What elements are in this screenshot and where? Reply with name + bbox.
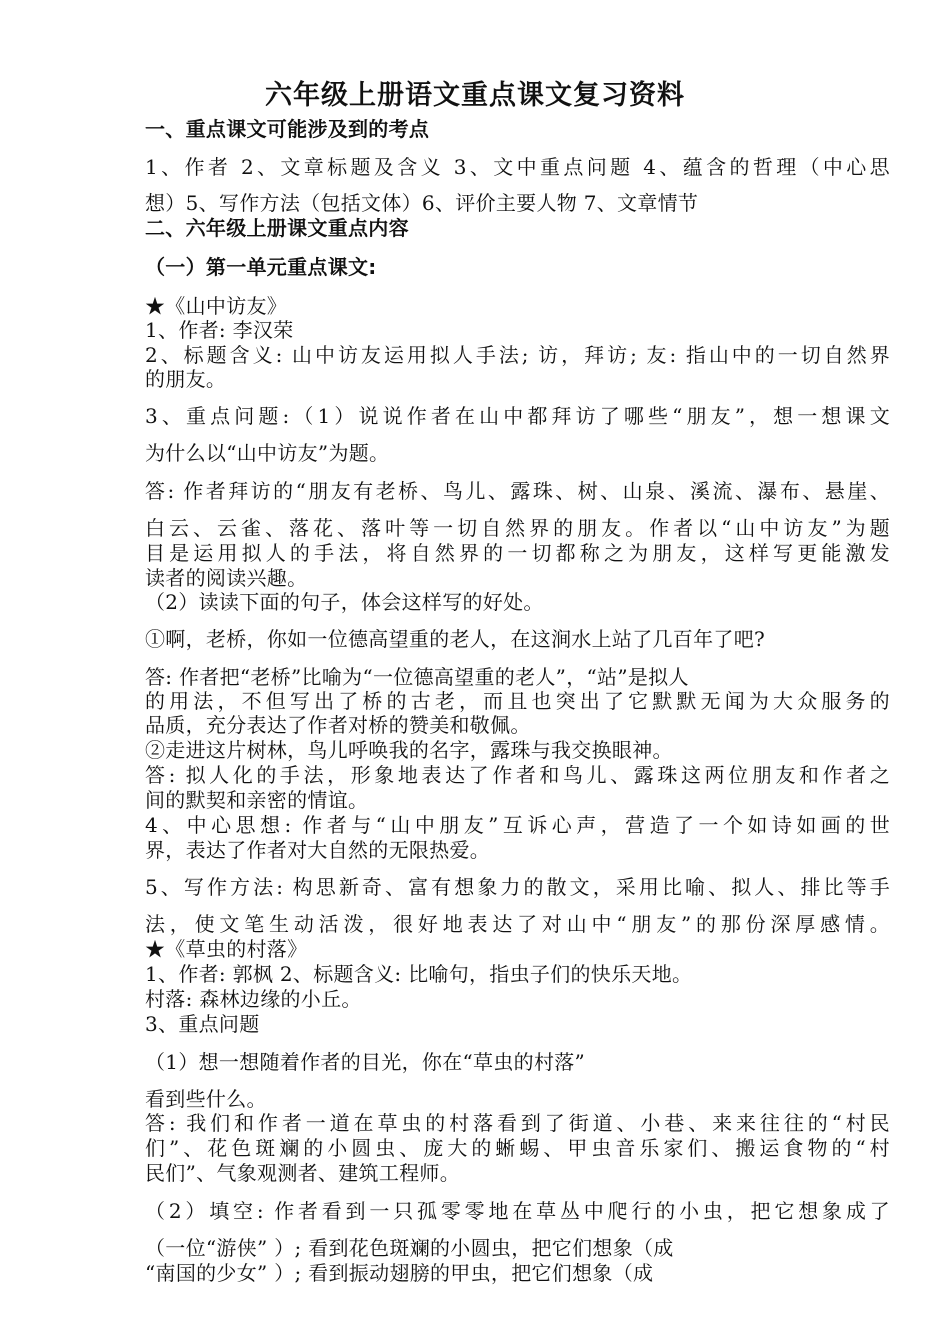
text-line: （2）填空: 作者看到一只孤零零地在草丛中爬行的小虫，把它想象成了	[145, 1199, 890, 1223]
text-line: 读者的阅读兴趣。	[145, 566, 308, 590]
text-line: 3、重点问题:（1）说说作者在山中都拜访了哪些“朋友”，想一想课文	[145, 404, 890, 428]
text-line: 品质，充分表达了作者对桥的赞美和敬佩。	[145, 713, 531, 737]
text-line: 答: 拟人化的手法，形象地表达了作者和鸟儿、露珠这两位朋友和作者之	[145, 763, 890, 787]
fill-blank-line: “南国的少女” ）; 看到振动翅膀的甲虫，把它们想象（成	[145, 1261, 654, 1285]
text-line: 的用法，不但写出了桥的古老，而且也突出了它默默无闻为大众服务的	[145, 689, 890, 713]
text-line: 答: 作者拜访的“朋友有老桥、鸟儿、露珠、树、山泉、溪流、瀑布、悬崖、	[145, 479, 890, 503]
text-line: 1、作者: 李汉荣	[145, 318, 294, 342]
text-line: 2、标题含义: 山中访友运用拟人手法; 访，拜访; 友: 指山中的一切自然界	[145, 343, 890, 367]
text-line: 们”、花色斑斓的小圆虫、庞大的蜥蜴、甲虫音乐家们、搬运食物的“村	[145, 1136, 890, 1160]
text-line: 1、作者: 郭枫 2、标题含义: 比喻句，指虫子们的快乐天地。	[145, 962, 693, 986]
text-line: ①啊，老桥，你如一位德高望重的老人，在这涧水上站了几百年了吧?	[145, 627, 766, 651]
text-line: 3、重点问题	[145, 1012, 260, 1036]
section-heading-2: 二、六年级上册课文重点内容	[145, 216, 409, 240]
text-line: 白云、云雀、落花、落叶等一切自然界的朋友。作者以“山中访友”为题	[145, 516, 890, 540]
text-line: 界，表达了作者对大自然的无限热爱。	[145, 838, 491, 862]
text-line: 4、中心思想: 作者与“山中朋友”互诉心声，营造了一个如诗如画的世	[145, 813, 890, 837]
text-line: 看到些什么。	[145, 1087, 267, 1111]
unit-heading: （一）第一单元重点课文:	[145, 255, 377, 279]
text-line: 1、作者 2、文章标题及含义 3、文中重点问题 4、蕴含的哲理（中心思	[145, 155, 890, 179]
text-line: ②走进这片树林，鸟儿呼唤我的名字，露珠与我交换眼神。	[145, 738, 673, 762]
document-title: 六年级上册语文重点课文复习资料	[265, 80, 685, 111]
text-line: 村落: 森林边缘的小丘。	[145, 987, 362, 1011]
text-line: 民们”、气象观测者、建筑工程师。	[145, 1161, 461, 1185]
text-line: 间的默契和亲密的情谊。	[145, 788, 369, 812]
text-line: 5、写作方法: 构思新奇、富有想象力的散文，采用比喻、拟人、排比等手	[145, 875, 890, 899]
text-line: 答: 我们和作者一道在草虫的村落看到了街道、小巷、来来往往的“村民	[145, 1111, 890, 1135]
text-line: 的朋友。	[145, 367, 227, 391]
text-line: 答: 作者把“老桥”比喻为“一位德高望重的老人”，“站”是拟人	[145, 665, 689, 689]
text-line: 为什么以“山中访友”为题。	[145, 441, 390, 465]
lesson-title: ★《山中访友》	[145, 294, 288, 318]
section-heading-1: 一、重点课文可能涉及到的考点	[145, 117, 430, 141]
text-line: 想）5、写作方法（包括文体）6、评价主要人物 7、文章情节	[145, 191, 699, 215]
text-line: 目是运用拟人的手法，将自然界的一切都称之为朋友，这样写更能激发	[145, 541, 890, 565]
text-line: （1）想一想随着作者的目光，你在“草虫的村落”	[145, 1050, 586, 1074]
fill-blank-line: （一位“游侠” ）; 看到花色斑斓的小圆虫，把它们想象（成	[145, 1236, 674, 1260]
text-line: （2）读读下面的句子，体会这样写的好处。	[145, 590, 544, 614]
text-line: 法，使文笔生动活泼，很好地表达了对山中“朋友”的那份深厚感情。	[145, 912, 890, 936]
lesson-title: ★《草虫的村落》	[145, 937, 308, 961]
